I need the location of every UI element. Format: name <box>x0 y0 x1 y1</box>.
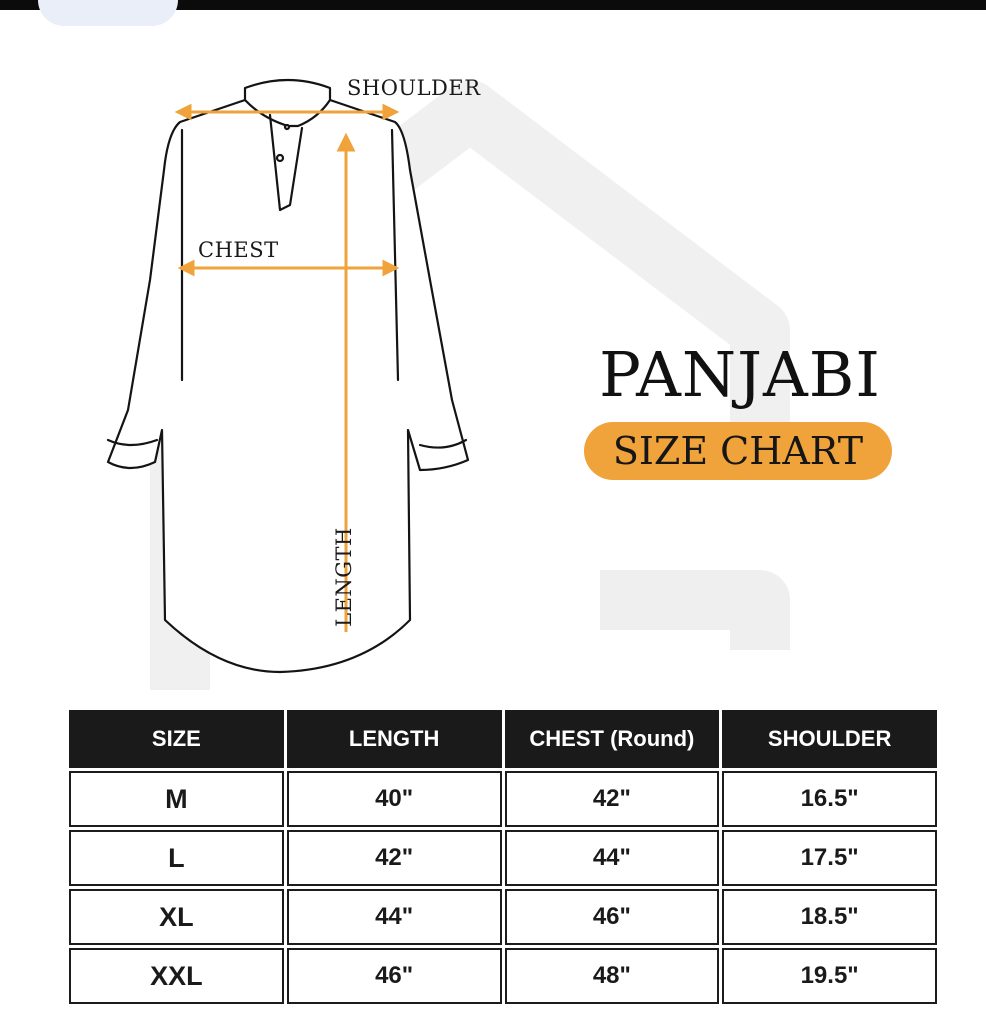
size-table <box>66 707 940 1007</box>
size-cell: XL <box>69 889 284 945</box>
shoulder-arrow-right-head <box>384 106 396 118</box>
table-row <box>69 948 937 1004</box>
length-cell: 42" <box>287 830 502 886</box>
table-row <box>69 830 937 886</box>
shoulder-cell: 16.5" <box>722 771 937 827</box>
length-label: LENGTH <box>332 527 356 627</box>
length-cell: 46" <box>287 948 502 1004</box>
shoulder-cell: 18.5" <box>722 889 937 945</box>
column-header-chest: CHEST (Round) <box>505 710 720 768</box>
chest-cell: 44" <box>505 830 720 886</box>
column-header-length: LENGTH <box>287 710 502 768</box>
shoulder-cell: 17.5" <box>722 830 937 886</box>
table-header-row <box>69 710 937 768</box>
size-cell: L <box>69 830 284 886</box>
length-cell: 40" <box>287 771 502 827</box>
size-cell: M <box>69 771 284 827</box>
chest-cell: 48" <box>505 948 720 1004</box>
page-title: PANJABI <box>599 338 881 411</box>
chest-cell: 42" <box>505 771 720 827</box>
length-cell: 44" <box>287 889 502 945</box>
size-cell: XXL <box>69 948 284 1004</box>
shoulder-cell: 19.5" <box>722 948 937 1004</box>
table-row <box>69 889 937 945</box>
shoulder-arrow-left-head <box>178 106 190 118</box>
subtitle-text: SIZE CHART <box>612 429 864 473</box>
column-header-shoulder: SHOULDER <box>722 710 937 768</box>
subtitle-badge <box>584 422 892 480</box>
chest-label: CHEST <box>198 238 279 262</box>
column-header-size: SIZE <box>69 710 284 768</box>
shoulder-label: SHOULDER <box>347 76 481 100</box>
chest-cell: 46" <box>505 889 720 945</box>
table-row <box>69 771 937 827</box>
